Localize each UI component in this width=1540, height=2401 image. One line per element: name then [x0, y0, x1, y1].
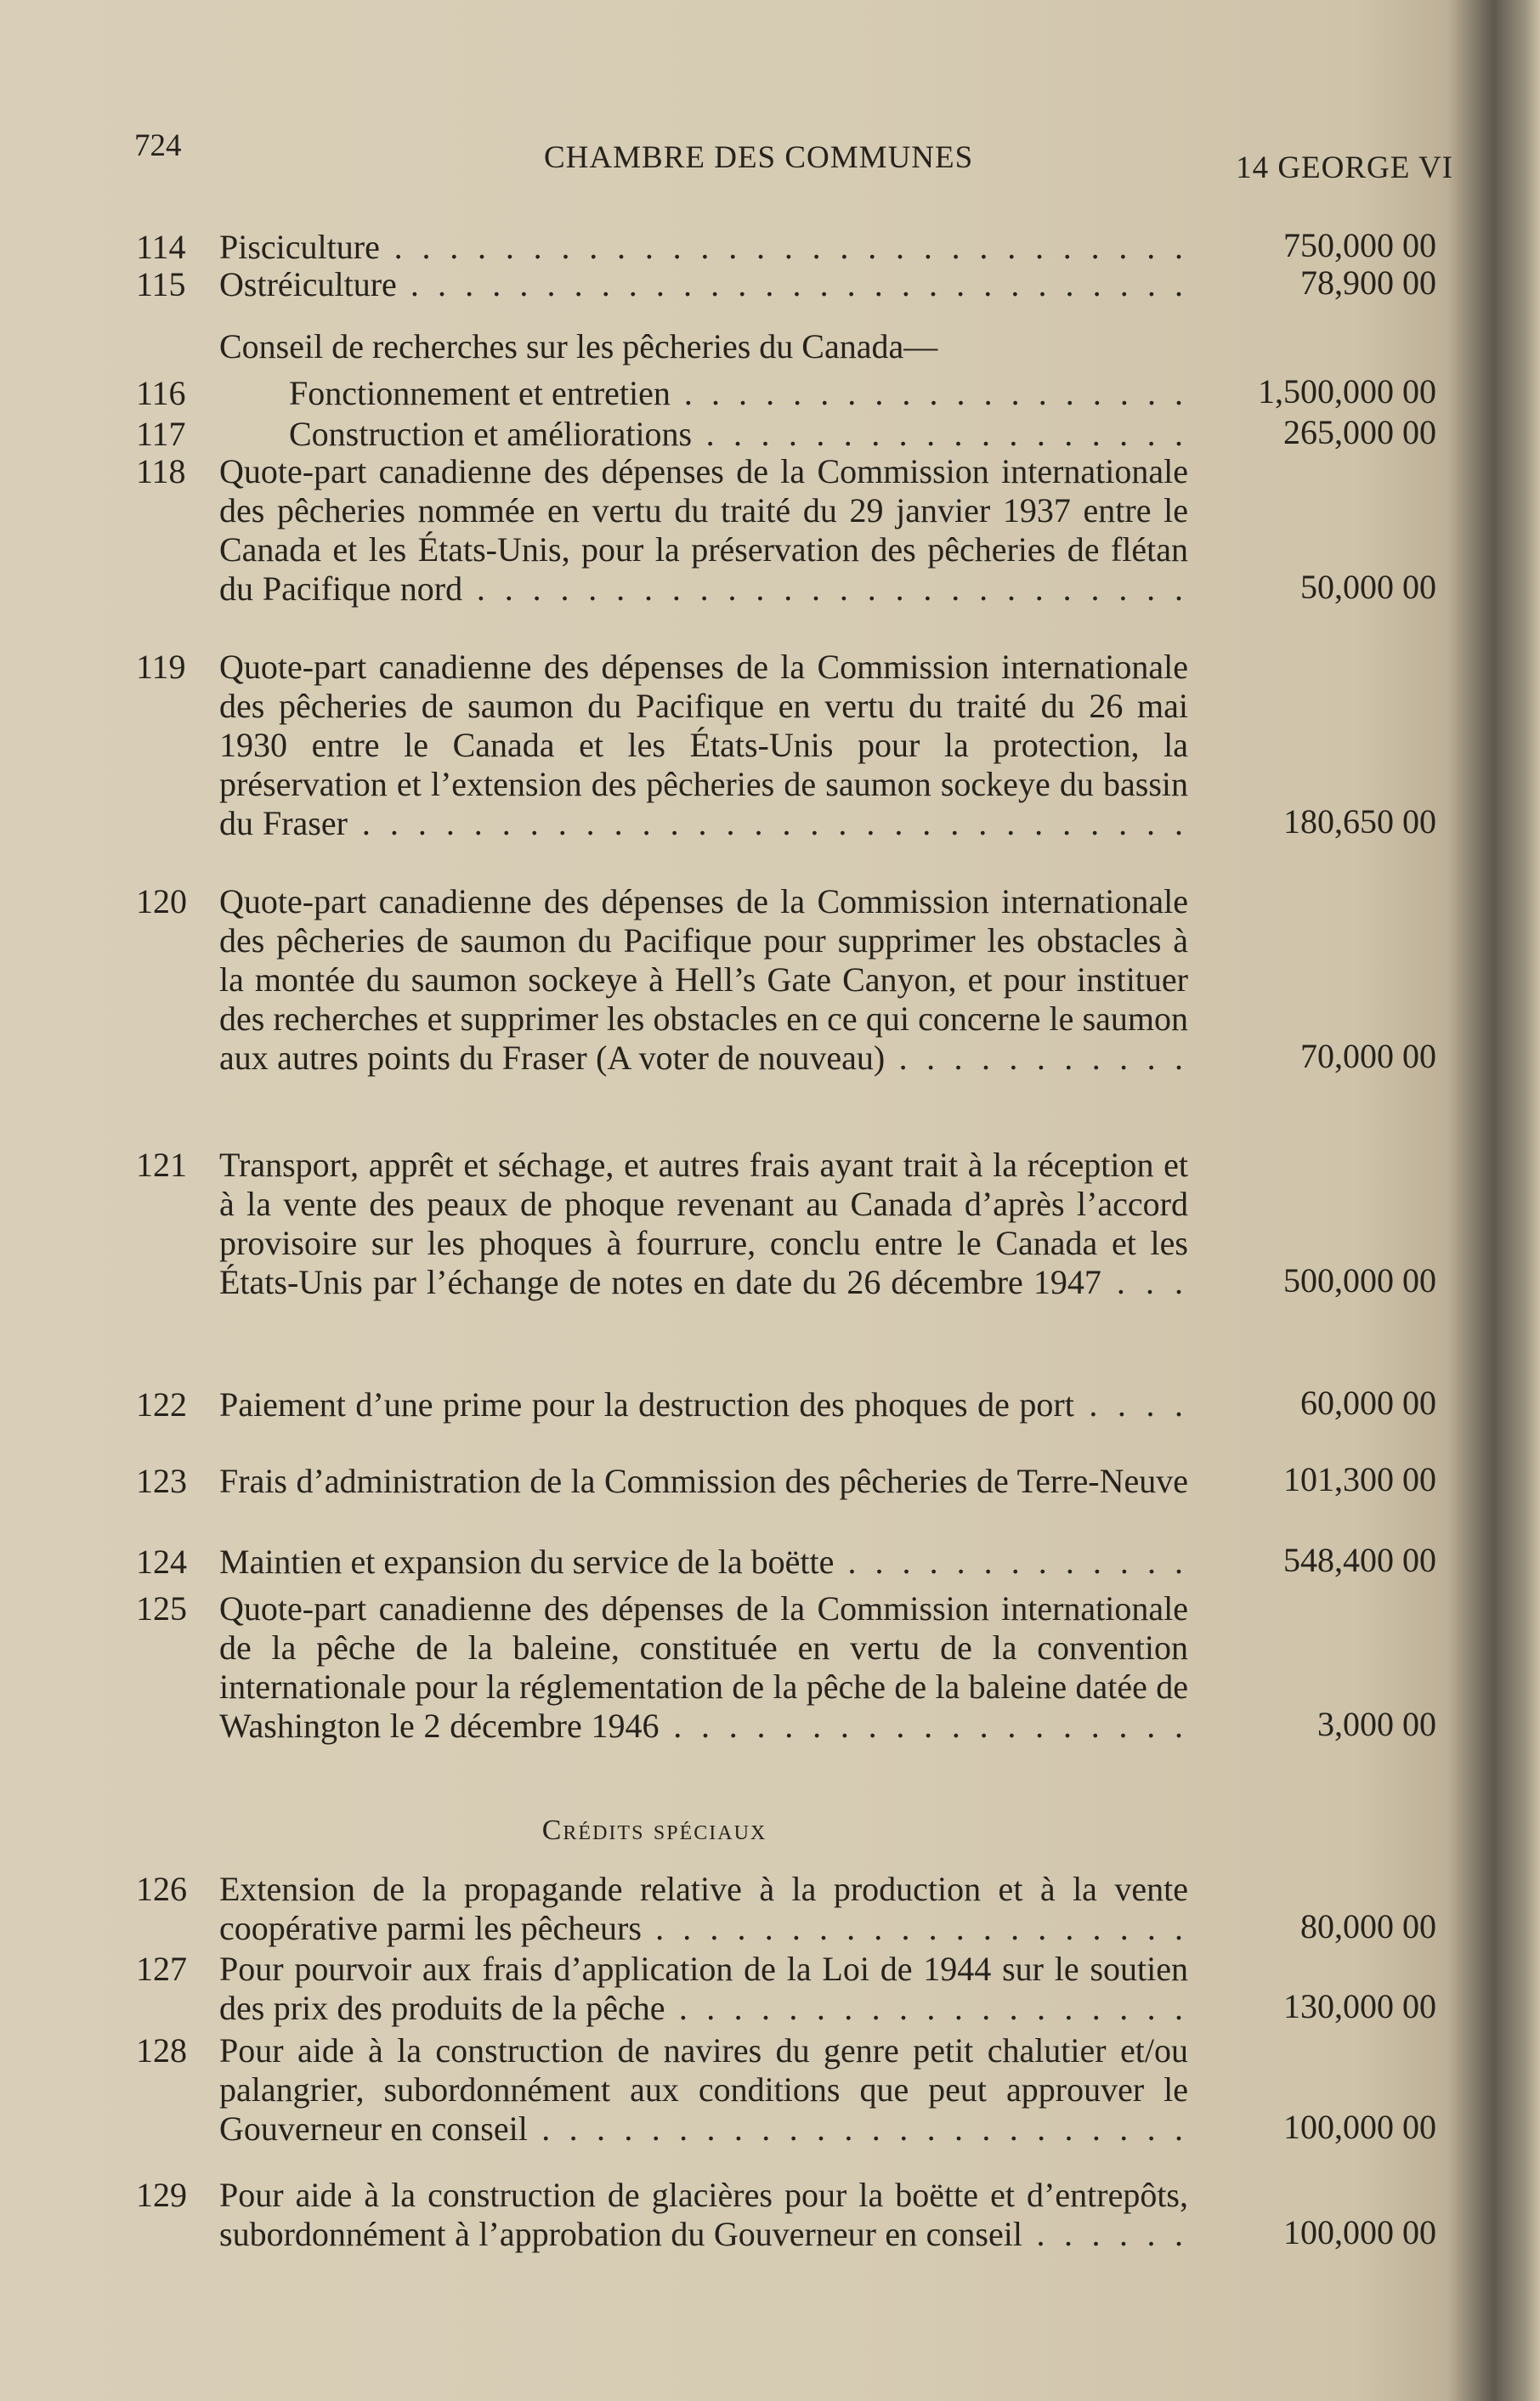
leader-dots: . . . . . . . . . . . . . . . . . . . . . . . . . .: [476, 569, 1188, 608]
vote-description: Construction et améliorations: [289, 415, 693, 453]
vote-amount: 70,000 00: [1300, 1037, 1436, 1075]
vote-amount: 180,650 00: [1283, 802, 1436, 841]
leader-dots: . . . . . . . . . . . . . . . . . .: [705, 415, 1188, 453]
vote-description: Pour pourvoir aux frais d’application de la Loi de 1944 sur le soutien des prix des produits de la pêche: [219, 1950, 1188, 2027]
leader-dots: . . . . . . . . . . . . . . . . . . . . . . . . . . . . . .: [361, 804, 1188, 842]
vote-number: 128: [136, 2031, 187, 2070]
vote-description: Quote-part canadienne des dépenses de la Commission internationale des pêcheries nommée en vertu du traité du 29 janvier 1937 entre le Canada et les États-Unis, pour la préservation des pêcheries de flétan du Pacifique nord: [219, 452, 1188, 608]
vote-description: Maintien et expansion du service de la boëtte: [219, 1543, 835, 1581]
page-header: [127, 127, 1453, 187]
vote-description: Quote-part canadienne des dépenses de la Commission internationale des pêcheries de saumon du Pacifique en vertu du traité du 26 mai 1930 entre le Canada et les États-Unis pour la protection, la préservation et l’extension des pêcheries de saumon sockeye du bassin du Fraser: [219, 648, 1188, 842]
vote-amount: 60,000 00: [1300, 1384, 1436, 1422]
vote-description: Paiement d’une prime pour la destruction des phoques de port: [219, 1385, 1074, 1424]
leader-dots: . . . . . . . . . . . . . . . . . . . . . . . . . . . . .: [410, 265, 1188, 303]
leader-dots: . . . . . . . . . . . . . . . . . . .: [678, 1989, 1188, 2027]
vote-amount: 265,000 00: [1283, 413, 1436, 451]
vote-item: [136, 2031, 1436, 2149]
leader-dots: . . .: [1116, 1263, 1188, 1301]
vote-amount: 500,000 00: [1283, 1261, 1436, 1300]
vote-description: Extension de la propagande relative à la production et à la vente coopérative parmi les pêcheurs: [219, 1870, 1188, 1947]
leader-dots: . . . . . . . . . . . . . . . . . . .: [673, 1707, 1188, 1745]
vote-item: [136, 1462, 1436, 1501]
vote-item: [136, 1870, 1436, 1948]
vote-item: [136, 1589, 1436, 1746]
vote-item: [136, 648, 1436, 843]
leader-dots: . . . . . . . . . . .: [898, 1039, 1188, 1077]
vote-item: [136, 1146, 1436, 1302]
vote-description: Pisciculture: [219, 228, 380, 266]
vote-item: [136, 1950, 1436, 2028]
vote-amount: 130,000 00: [1283, 1987, 1436, 2025]
vote-amount: 80,000 00: [1300, 1907, 1436, 1945]
leader-dots: . . . . . . . . . . . . . . . . . . . . . . . .: [541, 2109, 1188, 2148]
vote-item: [136, 265, 1436, 304]
vote-number: 114: [136, 228, 186, 266]
section-heading: Crédits spéciaux: [541, 1815, 767, 1846]
subsection-heading: Conseil de recherches sur les pêcheries du Canada—: [219, 327, 938, 365]
leader-dots: . . . .: [1089, 1385, 1188, 1424]
vote-number: 127: [136, 1950, 187, 1988]
vote-number: 117: [136, 415, 186, 453]
vote-amount: 101,300 00: [1283, 1460, 1436, 1498]
vote-description: Quote-part canadienne des dépenses de la Commission internationale des pêcheries de saumon du Pacifique pour supprimer les obstacles à la montée du saumon sockeye à Hell’s Gate Canyon, et pour instituer des recherches et supprimer les obstacles en ce qui concerne le saumon aux autres points du Fraser (A voter de nouveau): [219, 882, 1188, 1077]
vote-number: 125: [136, 1589, 187, 1628]
vote-number: 124: [136, 1543, 187, 1581]
vote-amount: 100,000 00: [1283, 2213, 1436, 2251]
vote-amount: 78,900 00: [1300, 263, 1436, 302]
vote-amount: 50,000 00: [1300, 568, 1436, 606]
page-title: CHAMBRE DES COMMUNES: [544, 140, 974, 175]
vote-item: [136, 1385, 1436, 1424]
vote-item: [136, 228, 1436, 267]
vote-number: 115: [136, 265, 186, 303]
reign-label: 14 GEORGE VI: [1236, 150, 1453, 185]
vote-item: [136, 452, 1436, 609]
vote-description: Transport, apprêt et séchage, et autres frais ayant trait à la réception et à la vente des peaux de phoque revenant au Canada d’après l’accord provisoire sur les phoques à fourrure, conclu entre le Canada et les États-Unis par l’échange de notes en date du 26 décembre 1947: [219, 1146, 1188, 1301]
vote-description: Quote-part canadienne des dépenses de la Commission internationale de la pêche de la baleine, constituée en vertu de la convention internationale pour la réglementation de la pêche de la baleine datée de Washington le 2 décembre 1946: [219, 1589, 1188, 1745]
leader-dots: . . . . . . . . . . . . .: [847, 1543, 1188, 1581]
vote-item: [136, 1543, 1436, 1582]
vote-number: 118: [136, 452, 186, 490]
vote-amount: 1,500,000 00: [1258, 372, 1436, 411]
vote-number: 126: [136, 1870, 187, 1908]
vote-number: 122: [136, 1385, 187, 1424]
vote-description: Frais d’administration de la Commission des pêcheries de Terre-Neuve: [219, 1462, 1188, 1500]
vote-number: 121: [136, 1146, 187, 1184]
vote-amount: 750,000 00: [1283, 226, 1436, 264]
leader-dots: . . . . . .: [1036, 2215, 1188, 2253]
vote-description: Fonctionnement et entretien: [289, 374, 671, 412]
vote-item: [136, 882, 1436, 1078]
leader-dots: . . . . . . . . . . . . . . . . . . .: [683, 374, 1188, 412]
vote-amount: 100,000 00: [1283, 2108, 1436, 2146]
vote-description: Ostréiculture: [219, 265, 397, 303]
vote-number: 129: [136, 2176, 187, 2214]
vote-number: 120: [136, 882, 187, 920]
vote-number: 116: [136, 374, 186, 412]
vote-item: [136, 2176, 1436, 2254]
vote-amount: 3,000 00: [1317, 1705, 1436, 1743]
vote-description: Pour aide à la construction de navires du genre petit chalutier et/ou palangrier, subordonnément aux conditions que peut approuver le Gouverneur en conseil: [219, 2031, 1188, 2148]
vote-number: 119: [136, 648, 186, 686]
vote-description: Pour aide à la construction de glacières pour la boëtte et d’entrepôts, subordonnément à l’approbation du Gouverneur en conseil: [219, 2176, 1188, 2253]
leader-dots: . . . . . . . . . . . . . . . . . . . .: [655, 1909, 1188, 1947]
vote-item: [136, 374, 1436, 413]
vote-amount: 548,400 00: [1283, 1541, 1436, 1579]
vote-item: [136, 415, 1436, 454]
page-number: 724: [134, 128, 182, 163]
vote-number: 123: [136, 1462, 187, 1500]
leader-dots: . . . . . . . . . . . . . . . . . . . . . . . . . . . . .: [393, 228, 1188, 266]
